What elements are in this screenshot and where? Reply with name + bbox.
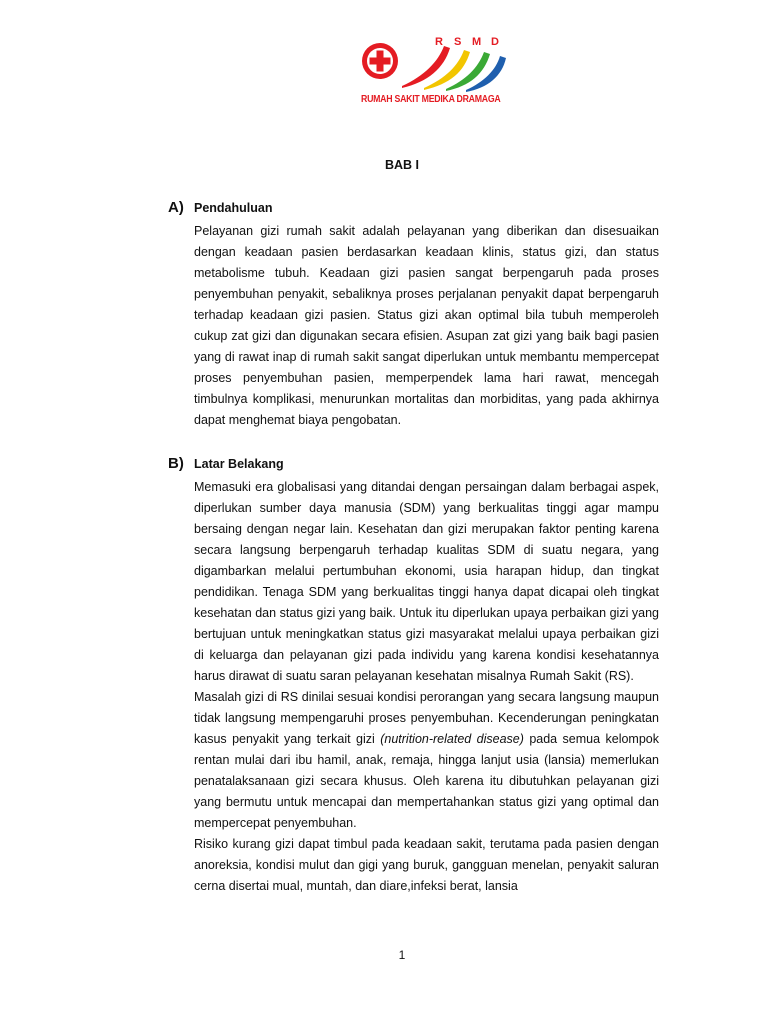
hospital-logo: [358, 34, 508, 114]
paragraph: [194, 687, 659, 834]
section-b-letter: B): [168, 455, 184, 472]
paragraph-italic-term: (nutrition-related disease): [380, 732, 524, 746]
logo-graphic: [358, 34, 508, 96]
logo-letter: M: [472, 36, 482, 48]
paragraph: Risiko kurang gizi dapat timbul pada keadaan sakit, terutama pada pasien dengan anoreksia, kondisi mulut dan gigi yang buruk, gangguan menelan, penyakit saluran cerna disertai mual, muntah, dan diare,infeksi berat, lansia: [194, 837, 659, 893]
page-number: 1: [398, 948, 406, 962]
paragraph-text: Masalah gizi di RS dinilai sesuai kondisi perorangan yang secara langsung maupun tidak langsung mempengaruhi proses penyembuhan. Kecenderungan peningkatan kasus penyakit yang terkait gizi: [194, 690, 659, 746]
section-b-body: [194, 477, 659, 897]
section-b-heading: Latar Belakang: [194, 457, 284, 471]
paragraph: Memasuki era globalisasi yang ditandai dengan persaingan dalam berbagai aspek, diperlukan sumber daya manusia (SDM) yang berkualitas tinggi agar mampu bersaing dengan negar lain. Kesehatan dan gizi merupakan faktor penting karena secara langsung berpengaruh terhadap kualitas SDM di suatu negara, yang digambarkan melalui pertumbuhan ekonomi, usia harapan hidup, dan tingkat pendidikan. Tenaga SDM yang berkualitas tinggi hanya dapat dicapai oleh tingkat kesehatan dan status gizi yang baik. Untuk itu diperlukan upaya perbaikan gizi yang bertujuan untuk meningkatkan status gizi masyarakat melalui upaya perbaikan gizi di keluarga dan pelayanan gizi pada individu yang karena kondisi kesehatannya harus dirawat di suatu saran pelayanan kesehatan misalnya Rumah Sakit (RS).: [194, 480, 659, 683]
section-a-body: [194, 221, 659, 431]
logo-letter: R: [435, 36, 443, 48]
paragraph-text: pada semua kelompok rentan mulai dari ibu hamil, anak, remaja, hingga lanjut usia (lansia) memerlukan penatalaksanaan gizi secara khusus. Oleh karena itu dibutuhkan pelayanan gizi yang bermutu untuk mencapai dan mempertahankan status gizi yang optimal dan mempercepat penyembuhan.: [194, 732, 659, 830]
logo-cross-horizontal: [370, 58, 391, 65]
section-a-heading: Pendahuluan: [194, 201, 273, 215]
logo-letter: S: [454, 36, 462, 48]
chapter-title: BAB I: [384, 158, 420, 172]
paragraph: Pelayanan gizi rumah sakit adalah pelayanan yang diberikan dan disesuaikan dengan keadaan pasien berdasarkan keadaan klinis, status gizi, dan status metabolisme tubuh. Keadaan gizi pasien sangat berpengaruh pada proses penyembuhan penyakit, sebaliknya proses perjalanan penyakit dapat berpengaruh terhadap keadaan gizi pasien. Status gizi akan optimal bila tubuh memperoleh cukup zat gizi dan digunakan secara efisien. Asupan zat gizi yang baik bagi pasien yang di rawat inap di rumah sakit sangat diperlukan untuk membantu mempercepat proses penyembuhan pasien, memperpendek lama hari rawat, mencegah timbulnya komplikasi, menurunkan mortalitas dan morbiditas, yang pada akhirnya dapat menghemat biaya pengobatan.: [194, 224, 659, 427]
logo-letter: D: [491, 36, 499, 48]
section-a-letter: A): [168, 199, 184, 216]
logo-caption: RUMAH SAKIT MEDIKA DRAMAGA: [361, 94, 501, 105]
